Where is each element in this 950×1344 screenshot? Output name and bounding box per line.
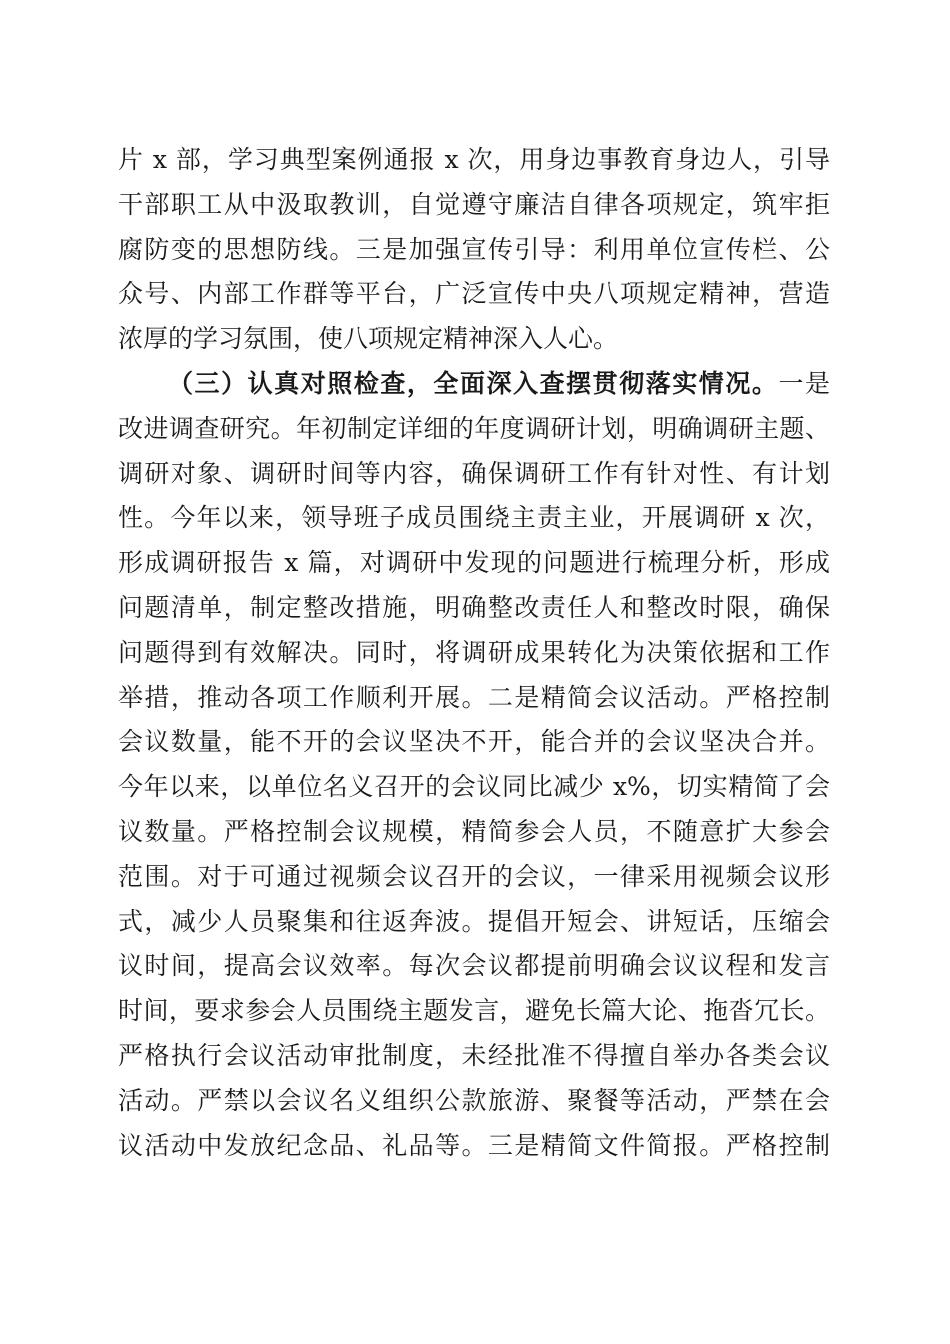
- text-line: 问题得到有效解决。同时，将调研成果转化为决策依据和工作: [118, 637, 830, 667]
- text-line: 今年以来，以单位名义召开的会议同比减少 x%，切实精简了会: [118, 772, 830, 802]
- text-line: 式，减少人员聚集和往返奔波。提倡开短会、讲短话，压缩会: [118, 906, 830, 936]
- text-line: 众号、内部工作群等平台，广泛宣传中央八项规定精神，营造: [118, 279, 830, 309]
- text-line: 会议数量，能不开的会议坚决不开，能合并的会议坚决合并。: [118, 727, 830, 757]
- text-line: 严格执行会议活动审批制度，未经批准不得擅自举办各类会议: [118, 1040, 830, 1070]
- text-line: 性。今年以来，领导班子成员围绕主责主业，开展调研 x 次，: [118, 503, 830, 533]
- text-line: 调研对象、调研时间等内容，确保调研工作有针对性、有计划: [118, 458, 830, 488]
- text-line: 腐防变的思想防线。三是加强宣传引导：利用单位宣传栏、公: [118, 234, 830, 264]
- text-line: 改进调查研究。年初制定详细的年度调研计划，明确调研主题、: [118, 413, 830, 443]
- heading-tail-text: 一是: [778, 368, 830, 398]
- text-line: 议数量。严格控制会议规模，精简参会人员，不随意扩大参会: [118, 816, 830, 846]
- text-line: 浓厚的学习氛围，使八项规定精神深入人心。: [118, 324, 619, 354]
- text-line: 活动。严禁以会议名义组织公款旅游、聚餐等活动，严禁在会: [118, 1085, 830, 1115]
- paragraph-2: [118, 362, 830, 1168]
- text-line: 问题清单，制定整改措施，明确整改责任人和整改时限，确保: [118, 592, 830, 622]
- paragraph-1: [118, 138, 830, 362]
- section-heading-line: [118, 362, 830, 407]
- document-page: [118, 138, 830, 1168]
- text-line: 片 x 部，学习典型案例通报 x 次，用身边事教育身边人，引导: [118, 145, 830, 174]
- text-line: 举措，推动各项工作顺利开展。二是精简会议活动。严格控制: [118, 682, 830, 712]
- text-line: 议时间，提高会议效率。每次会议都提前明确会议议程和发言: [118, 951, 830, 981]
- text-line: 范围。对于可通过视频会议召开的会议，一律采用视频会议形: [118, 861, 830, 891]
- text-line: 时间，要求参会人员围绕主题发言，避免长篇大论、拖沓冗长。: [118, 996, 830, 1026]
- section-heading: （三）认真对照检查，全面深入查摆贯彻落实情况。: [168, 368, 779, 398]
- text-line: 干部职工从中汲取教训，自觉遵守廉洁自律各项规定，筑牢拒: [118, 189, 830, 219]
- text-line: 形成调研报告 x 篇，对调研中发现的问题进行梳理分析，形成: [118, 548, 830, 578]
- text-line: 议活动中发放纪念品、礼品等。三是精简文件简报。严格控制: [118, 1130, 830, 1160]
